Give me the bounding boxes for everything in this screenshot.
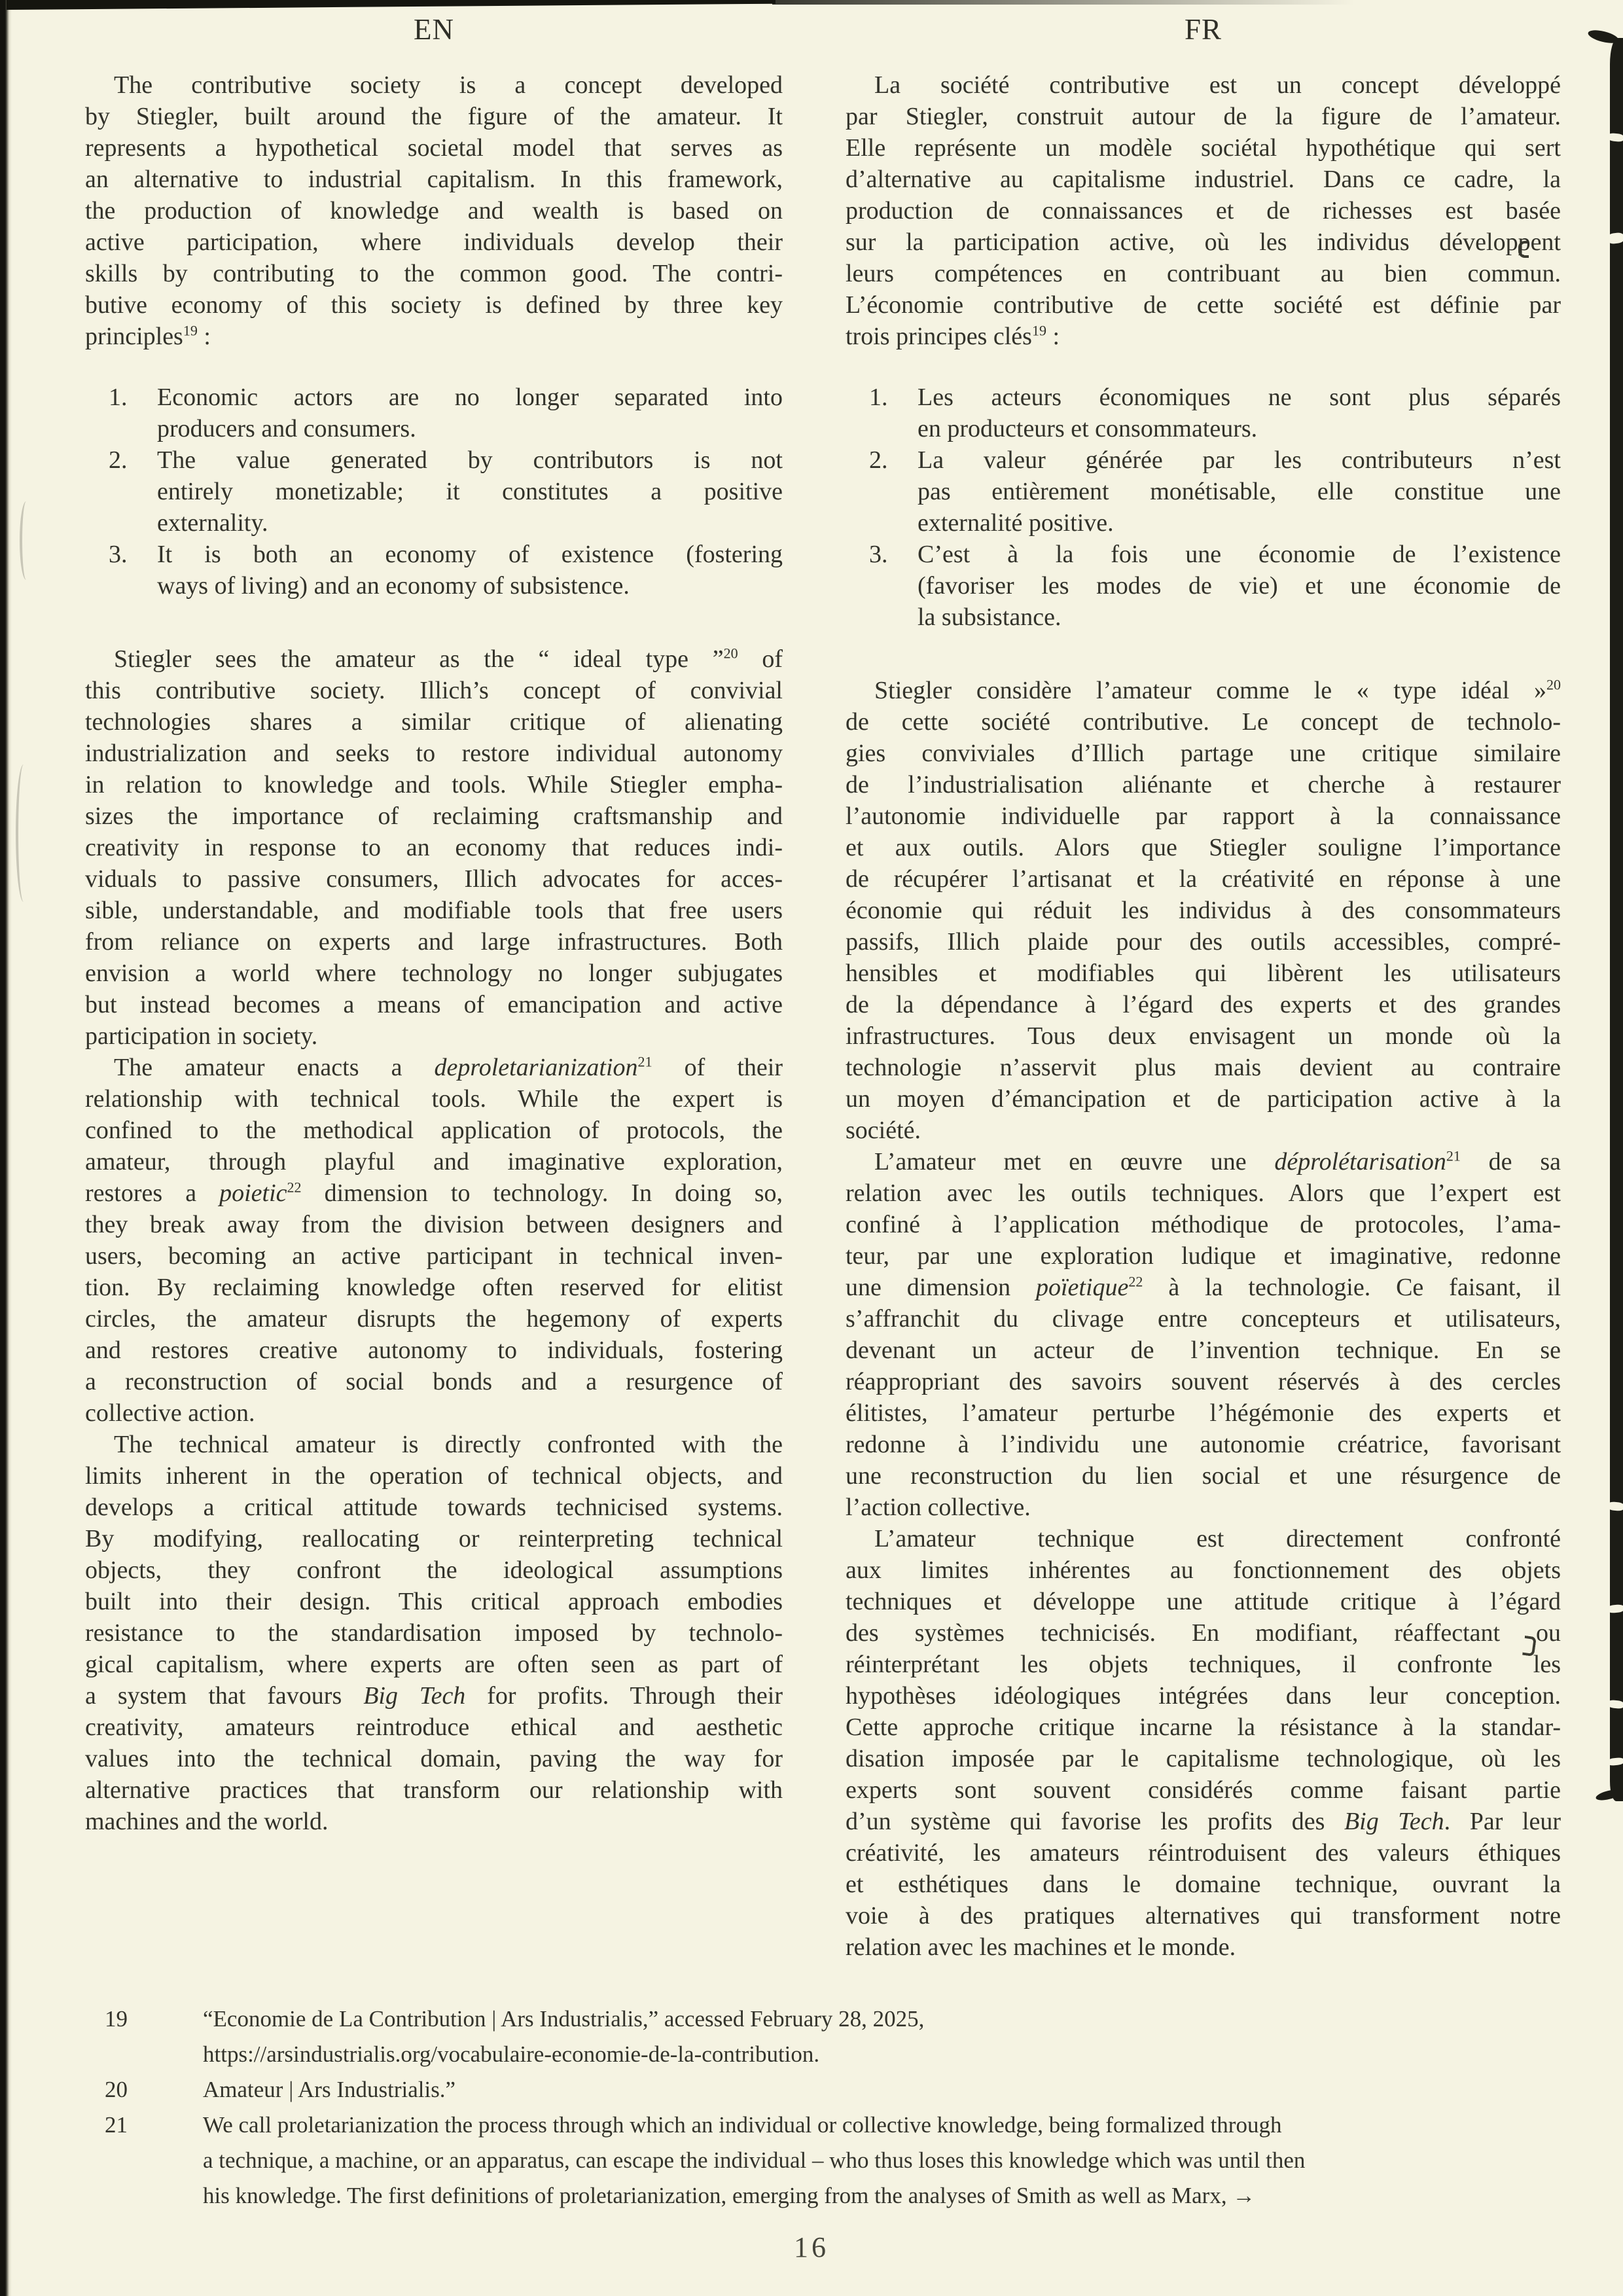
scan-edge-notch xyxy=(1607,1604,1623,1613)
text-line: un moyen d’émancipation et de participation active à la xyxy=(846,1085,1561,1113)
text-line: in relation to knowledge and tools. While Stiegler empha- xyxy=(85,771,783,798)
footnote-number: 19 xyxy=(105,2006,128,2032)
text-line: par Stiegler, construit autour de la figure de l’amateur. xyxy=(846,103,1561,130)
text-line: producers and consumers. xyxy=(157,415,416,442)
text-line: creativity, amateurs reintroduce ethical and aesthetic xyxy=(85,1713,783,1741)
scan-edge-left xyxy=(0,0,12,2296)
text-line: entirely monetizable; it constitutes a positive xyxy=(157,478,783,505)
list-item xyxy=(846,382,1561,444)
text-line: Elle représente un modèle sociétal hypothétique qui sert xyxy=(846,134,1561,162)
paragraph xyxy=(846,1146,1561,1523)
text-line: devenant un acteur de l’invention technique. En se xyxy=(846,1336,1561,1364)
text-line: represents a hypothetical societal model that serves as xyxy=(85,134,783,162)
numbered-list xyxy=(85,382,783,601)
text-line: industrialization and seeks to restore individual autonomy xyxy=(85,740,783,767)
text-line: hypothèses idéologiques intégrées dans leur conception. xyxy=(846,1682,1561,1710)
text-line: teur, par une exploration ludique et imaginative, redonne xyxy=(846,1242,1561,1270)
scan-smudge xyxy=(20,501,33,580)
text-line: société. xyxy=(846,1117,921,1144)
text-line: et aux outils. Alors que Stiegler souligne l’importance xyxy=(846,834,1561,861)
text-line: ways of living) and an economy of subsistence. xyxy=(157,572,630,600)
text-line: gical capitalism, where experts are often seen as part of xyxy=(85,1651,783,1678)
text-line: externality. xyxy=(157,509,268,537)
text-line: By modifying, reallocating or reinterpreting technical xyxy=(85,1525,783,1552)
text-line: skills by contributing to the common good. The contri- xyxy=(85,260,783,287)
text-line: des systèmes technicisés. En modifiant, réaffectant ou xyxy=(846,1619,1561,1647)
text-line: technologie n’asservit plus mais devient au contraire xyxy=(846,1054,1561,1081)
text-line: C’est à la fois une économie de l’existence xyxy=(918,541,1561,568)
text-line: circles, the amateur disrupts the hegemony of experts xyxy=(85,1305,783,1333)
text-line: sizes the importance of reclaiming craftsmanship and xyxy=(85,802,783,830)
text-line: confiné à l’application méthodique de protocoles, l’ama- xyxy=(846,1211,1561,1238)
text-line: collective action. xyxy=(85,1399,255,1427)
text-line: a system that favours Big Tech for profits. Through their xyxy=(85,1682,783,1710)
text-line: gies conviviales d’Illich partage une critique similaire xyxy=(846,740,1561,767)
scan-edge-right xyxy=(1610,38,1623,1801)
text-line: The value generated by contributors is not xyxy=(157,446,783,474)
text-line: de récupérer l’artisanat et la créativité en réponse à une xyxy=(846,865,1561,893)
list-item-body xyxy=(157,444,783,539)
footnote xyxy=(105,2072,1531,2108)
list-item-body xyxy=(918,539,1561,633)
paragraph xyxy=(85,69,783,352)
list-item-number: 1. xyxy=(869,384,888,411)
text-line: an alternative to industrial capitalism. In this framework, xyxy=(85,166,783,193)
text-line: de l’industrialisation aliénante et cherche à restaurer xyxy=(846,771,1561,798)
footnote-line: his knowledge. The first definitions of proletarianization, emerging from the analyses of Smith as well as Marx, → xyxy=(203,2183,1256,2208)
text-line: a reconstruction of social bonds and a resurgence of xyxy=(85,1368,783,1395)
text-line: experts sont souvent considérés comme faisant partie xyxy=(846,1776,1561,1804)
text-line: aux limites inhérentes au fonctionnement des objets xyxy=(846,1556,1561,1584)
list-item-number: 1. xyxy=(109,384,128,411)
text-line: users, becoming an active participant in technical inven- xyxy=(85,1242,783,1270)
text-line: production de connaissances et de richesses est basée xyxy=(846,197,1561,224)
text-line: from reliance on experts and large infrastructures. Both xyxy=(85,928,783,956)
text-line: creativity in response to an economy that reduces indi- xyxy=(85,834,783,861)
text-line: but instead becomes a means of emancipation and active xyxy=(85,991,783,1018)
text-line: envision a world where technology no longer subjugates xyxy=(85,960,783,987)
list-item-body xyxy=(918,444,1561,539)
text-line: réinterprétant les objets techniques, il confronte les xyxy=(846,1651,1561,1678)
text-line: l’action collective. xyxy=(846,1494,1031,1521)
text-line: élitistes, l’amateur perturbe l’hégémonie des experts et xyxy=(846,1399,1561,1427)
text-line: de cette société contributive. Le concept de technolo- xyxy=(846,708,1561,736)
text-line: L’économie contributive de cette société est définie par xyxy=(846,291,1561,319)
text-line: La société contributive est un concept développé xyxy=(874,71,1561,99)
text-line: this contributive society. Illich’s concept of convivial xyxy=(85,677,783,704)
column-en xyxy=(85,69,783,1837)
footnote-line: a technique, a machine, or an apparatus, can escape the individual – who thus loses this knowledge which was until then xyxy=(203,2147,1306,2173)
text-line: techniques et développe une attitude critique à l’égard xyxy=(846,1588,1561,1615)
text-line: trois principes clés$^{19}$ : xyxy=(846,322,1060,350)
list-item-number: 2. xyxy=(109,446,128,474)
footnote-line: Amateur | Ars Industrialis.” xyxy=(203,2077,456,2102)
text-line: values into the technical domain, paving the way for xyxy=(85,1745,783,1772)
text-line: built into their design. This critical approach embodies xyxy=(85,1588,783,1615)
text-line: the production of knowledge and wealth is based on xyxy=(85,197,783,224)
scan-edge-notch xyxy=(1607,232,1623,244)
text-line: relationship with technical tools. While the expert is xyxy=(85,1085,783,1113)
text-line: develops a critical attitude towards technicised systems. xyxy=(85,1494,783,1521)
text-line: d’un système qui favorise les profits des Big Tech. Par leur xyxy=(846,1808,1561,1835)
text-line: leurs compétences en contribuant au bien commun. xyxy=(846,260,1561,287)
text-line: sible, understandable, and modifiable tools that free users xyxy=(85,897,783,924)
text-line: sur la participation active, où les individus développent xyxy=(846,228,1561,256)
list-item-body xyxy=(157,382,783,444)
text-line: confined to the methodical application of protocols, the xyxy=(85,1117,783,1144)
text-line: Stiegler considère l’amateur comme le « type idéal »$^{20}$ xyxy=(874,676,1561,704)
footnote xyxy=(105,2108,1531,2214)
text-line: l’autonomie individuelle par rapport à la connaissance xyxy=(846,802,1561,830)
list-item-number: 2. xyxy=(869,446,888,474)
list-item xyxy=(85,539,783,601)
text-line: participation in society. xyxy=(85,1022,318,1050)
text-line: The contributive society is a concept developed xyxy=(114,71,783,99)
list-item-body xyxy=(157,539,783,601)
footnote-text xyxy=(203,2072,1531,2108)
text-line: relation avec les outils techniques. Alors que l’expert est xyxy=(846,1179,1561,1207)
text-line: d’alternative au capitalisme industriel. Dans ce cadre, la xyxy=(846,166,1561,193)
text-line: Economic actors are no longer separated into xyxy=(157,384,783,411)
scan-edge-top-tail xyxy=(772,0,1355,5)
footnote-text xyxy=(203,2001,1531,2072)
list-item-number: 3. xyxy=(109,541,128,568)
footnote-line: https://arsindustrialis.org/vocabulaire-economie-de-la-contribution. xyxy=(203,2041,820,2067)
text-line: viduals to passive consumers, Illich advocates for acces- xyxy=(85,865,783,893)
text-line: amateur, through playful and imaginative exploration, xyxy=(85,1148,783,1175)
text-line: and restores creative autonomy to individuals, fostering xyxy=(85,1336,783,1364)
text-line: voie à des pratiques alternatives qui transforment notre xyxy=(846,1902,1561,1929)
column-heading-fr: FR xyxy=(1184,13,1222,46)
list-item-body xyxy=(918,382,1561,444)
text-line: économie qui réduit les individus à des consommateurs xyxy=(846,897,1561,924)
numbered-list xyxy=(846,382,1561,633)
paragraph xyxy=(846,69,1561,352)
text-line: relation avec les machines et le monde. xyxy=(846,1933,1236,1961)
text-line: by Stiegler, built around the figure of the amateur. It xyxy=(85,103,783,130)
text-line: hensibles et modifiables qui libèrent les utilisateurs xyxy=(846,960,1561,987)
text-line: créativité, les amateurs réintroduisent des valeurs éthiques xyxy=(846,1839,1561,1867)
text-line: The technical amateur is directly confronted with the xyxy=(114,1431,783,1458)
text-line: limits inherent in the operation of technical objects, and xyxy=(85,1462,783,1490)
text-line: Les acteurs économiques ne sont plus séparés xyxy=(918,384,1561,411)
paragraph xyxy=(85,643,783,1052)
footnote-text xyxy=(203,2108,1531,2214)
text-line: une reconstruction du lien social et une résurgence de xyxy=(846,1462,1561,1490)
scan-smudge xyxy=(16,764,31,902)
text-line: disation imposée par le capitalisme technologique, où les xyxy=(846,1745,1561,1772)
text-line: de la dépendance à l’égard des experts et des grandes xyxy=(846,991,1561,1018)
text-line: L’amateur met en œuvre une déprolétarisation$^{21}$ de sa xyxy=(874,1147,1561,1175)
text-line: L’amateur technique est directement confronté xyxy=(874,1525,1561,1552)
paragraph xyxy=(85,1052,783,1429)
text-line: une dimension poïetique$^{22}$ à la technologie. Ce faisant, il xyxy=(846,1273,1561,1301)
text-line: réappropriant des savoirs souvent réservés à des cercles xyxy=(846,1368,1561,1395)
list-item xyxy=(846,539,1561,633)
text-line: The amateur enacts a deproletarianization$^{21}$ of their xyxy=(114,1053,783,1081)
text-line: restores a poietic$^{22}$ dimension to technology. In doing so, xyxy=(85,1179,783,1207)
footnote-number: 21 xyxy=(105,2112,128,2138)
column-fr xyxy=(846,69,1561,1963)
text-line: machines and the world. xyxy=(85,1808,329,1835)
paragraph xyxy=(85,1429,783,1837)
text-line: resistance to the standardisation imposed by technolo- xyxy=(85,1619,783,1647)
text-line: tion. By reclaiming knowledge often reserved for elitist xyxy=(85,1274,783,1301)
text-line: active participation, where individuals develop their xyxy=(85,228,783,256)
footnote-number: 20 xyxy=(105,2077,128,2102)
text-line: Cette approche critique incarne la résistance à la standar- xyxy=(846,1713,1561,1741)
paragraph xyxy=(846,675,1561,1146)
footnote-line: We call proletarianization the process through which an individual or collective knowledge, being formalized through xyxy=(203,2112,1282,2138)
paragraph xyxy=(846,1523,1561,1963)
list-item xyxy=(85,444,783,539)
text-line: redonne à l’individu une autonomie créatrice, favorisant xyxy=(846,1431,1561,1458)
text-line: butive economy of this society is defined by three key xyxy=(85,291,783,319)
text-line: La valeur générée par les contributeurs n’est xyxy=(918,446,1561,474)
text-line: externalité positive. xyxy=(918,509,1114,537)
text-line: passifs, Illich plaide pour des outils accessibles, compré- xyxy=(846,928,1561,956)
column-heading-en: EN xyxy=(414,13,454,46)
text-line: (favoriser les modes de vie) et une économie de xyxy=(918,572,1561,600)
text-line: they break away from the division between designers and xyxy=(85,1211,783,1238)
text-line: s’affranchit du clivage entre concepteurs et utilisateurs, xyxy=(846,1305,1561,1333)
text-line: technologies shares a similar critique of alienating xyxy=(85,708,783,736)
page-number: 16 xyxy=(794,2231,829,2263)
scan-edge-top xyxy=(7,0,776,10)
text-line: en producteurs et consommateurs. xyxy=(918,415,1258,442)
list-item xyxy=(85,382,783,444)
text-line: pas entièrement monétisable, elle constitue une xyxy=(918,478,1561,505)
text-line: la subsistance. xyxy=(918,603,1061,631)
text-line: alternative practices that transform our relationship with xyxy=(85,1776,783,1804)
text-line: principles$^{19}$ : xyxy=(85,322,211,350)
list-item-number: 3. xyxy=(869,541,888,568)
text-line: et esthétiques dans le domaine technique, ouvrant la xyxy=(846,1871,1561,1898)
text-line: objects, they confront the ideological assumptions xyxy=(85,1556,783,1584)
list-item xyxy=(846,444,1561,539)
footnote-line: “Economie de La Contribution | Ars Industrialis,” accessed February 28, 2025, xyxy=(203,2006,925,2032)
footnotes xyxy=(105,2001,1531,2214)
text-line: It is both an economy of existence (fostering xyxy=(157,541,783,568)
footnote xyxy=(105,2001,1531,2072)
text-line: infrastructures. Tous deux envisagent un monde où la xyxy=(846,1022,1561,1050)
text-line: Stiegler sees the amateur as the “ ideal type ”$^{20}$ of xyxy=(114,645,783,673)
